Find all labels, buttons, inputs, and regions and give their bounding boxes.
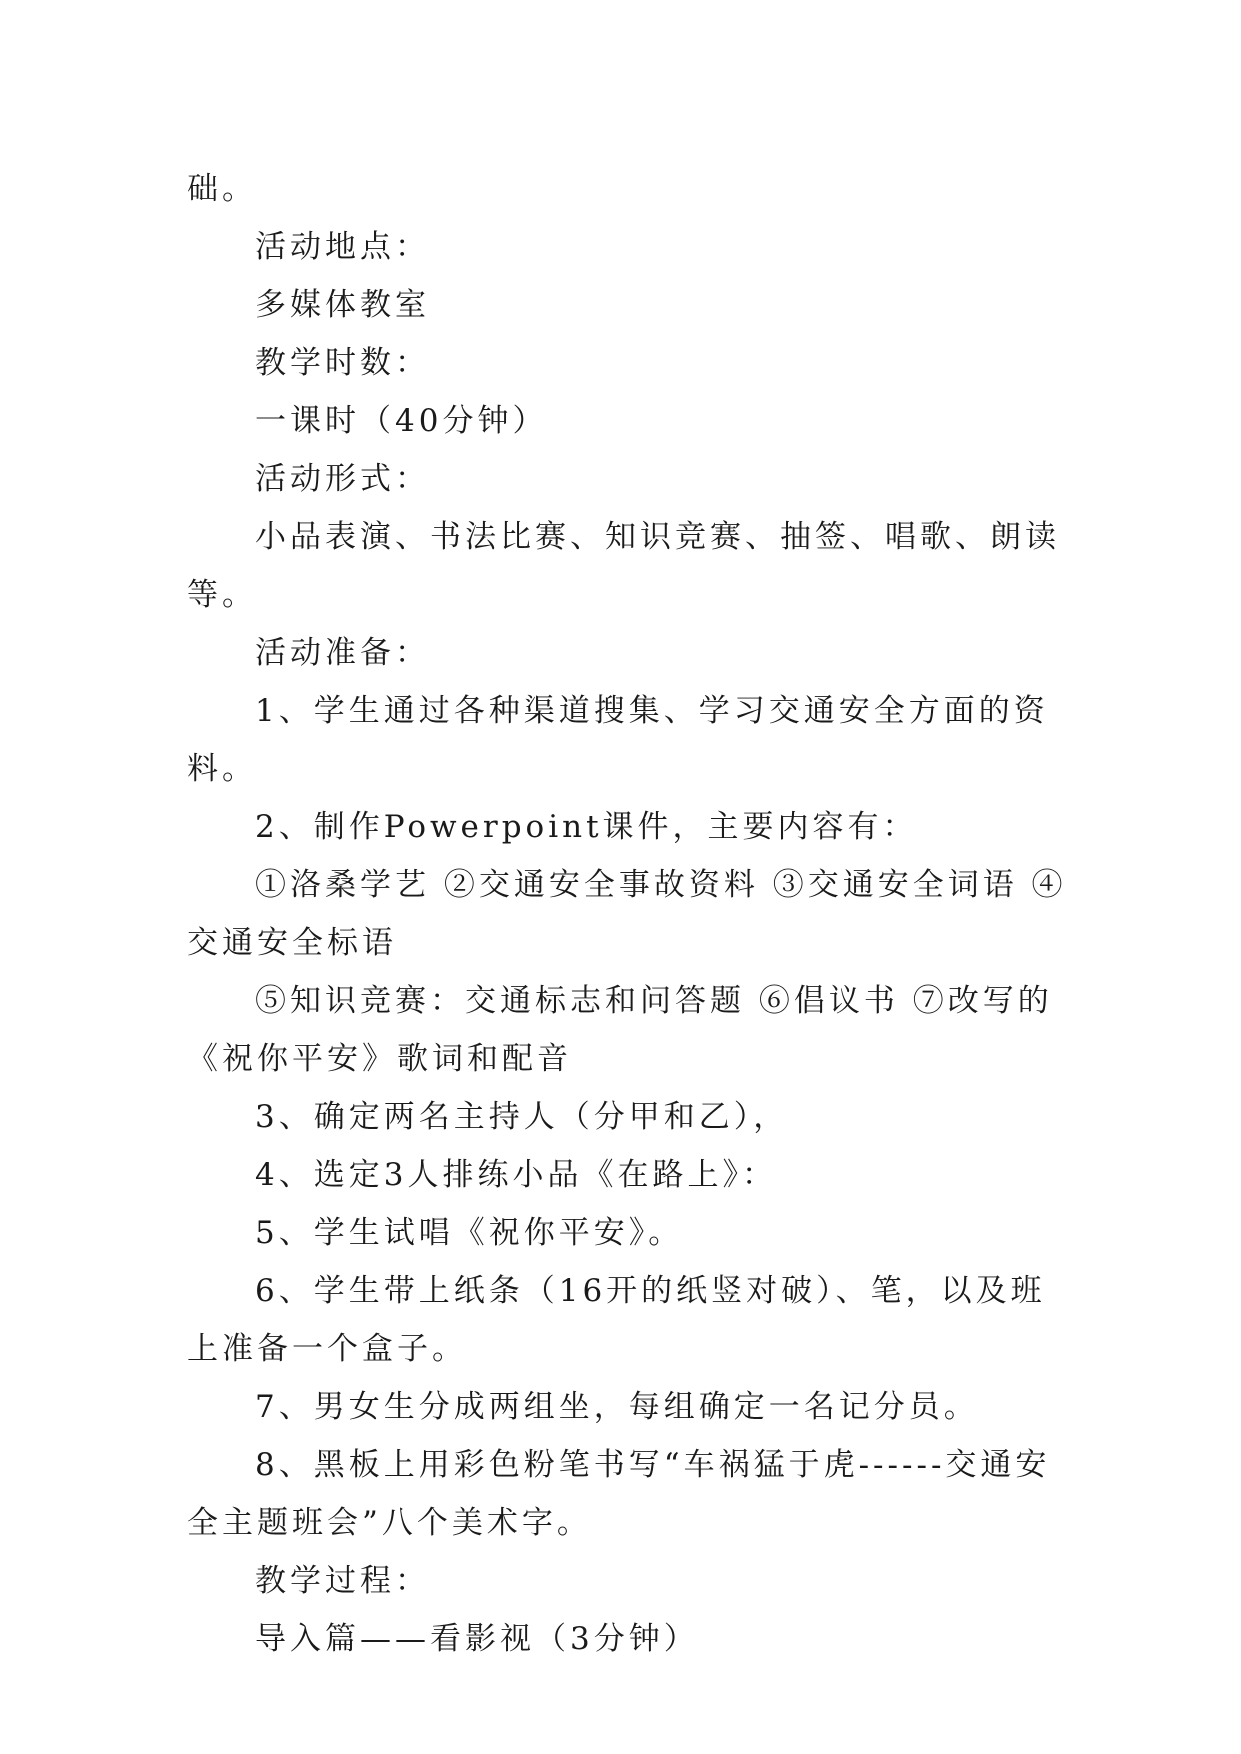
heading-teaching-hours: 教学时数：: [255, 345, 430, 381]
preparation-item-1: 1、学生通过各种渠道搜集、学习交通安全方面的资料。: [187, 693, 1049, 787]
courseware-contents-1: ①洛桑学艺 ②交通安全事故资料 ③交通安全词语 ④交通安全标语: [187, 867, 1067, 961]
preparation-item-3: 3、确定两名主持人（分甲和乙），: [255, 1099, 789, 1135]
teaching-hours-value: 一课时（40分钟）: [255, 403, 548, 439]
activity-form-value: 小品表演、书法比赛、知识竞赛、抽签、唱歌、朗读等。: [187, 519, 1060, 613]
preparation-item-5: 5、学生试唱《祝你平安》。: [255, 1215, 684, 1251]
heading-activity-preparation: 活动准备：: [255, 635, 430, 671]
heading-teaching-process: 教学过程：: [255, 1563, 430, 1599]
preparation-item-4: 4、选定3人排练小品《在路上》：: [255, 1157, 777, 1193]
document-body: [187, 160, 1067, 1668]
heading-activity-location: 活动地点：: [255, 229, 430, 265]
courseware-contents-2: ⑤知识竞赛：交通标志和问答题 ⑥倡议书 ⑦改写的《祝你平安》歌词和配音: [187, 983, 1053, 1077]
activity-location-value: 多媒体教室: [255, 287, 430, 323]
preparation-item-2: 2、制作Powerpoint课件，主要内容有：: [255, 809, 918, 845]
paragraph-continuation: 础。: [187, 171, 257, 207]
preparation-item-8: 8、黑板上用彩色粉笔书写“车祸猛于虎------交通安全主题班会”八个美术字。: [187, 1447, 1051, 1541]
preparation-item-7: 7、男女生分成两组坐，每组确定一名记分员。: [255, 1389, 979, 1425]
preparation-item-6: 6、学生带上纸条（16开的纸竖对破）、笔，以及班上准备一个盒子。: [187, 1273, 1046, 1367]
intro-section-title: 导入篇——看影视（3分钟）: [255, 1621, 699, 1657]
heading-activity-form: 活动形式：: [255, 461, 430, 497]
